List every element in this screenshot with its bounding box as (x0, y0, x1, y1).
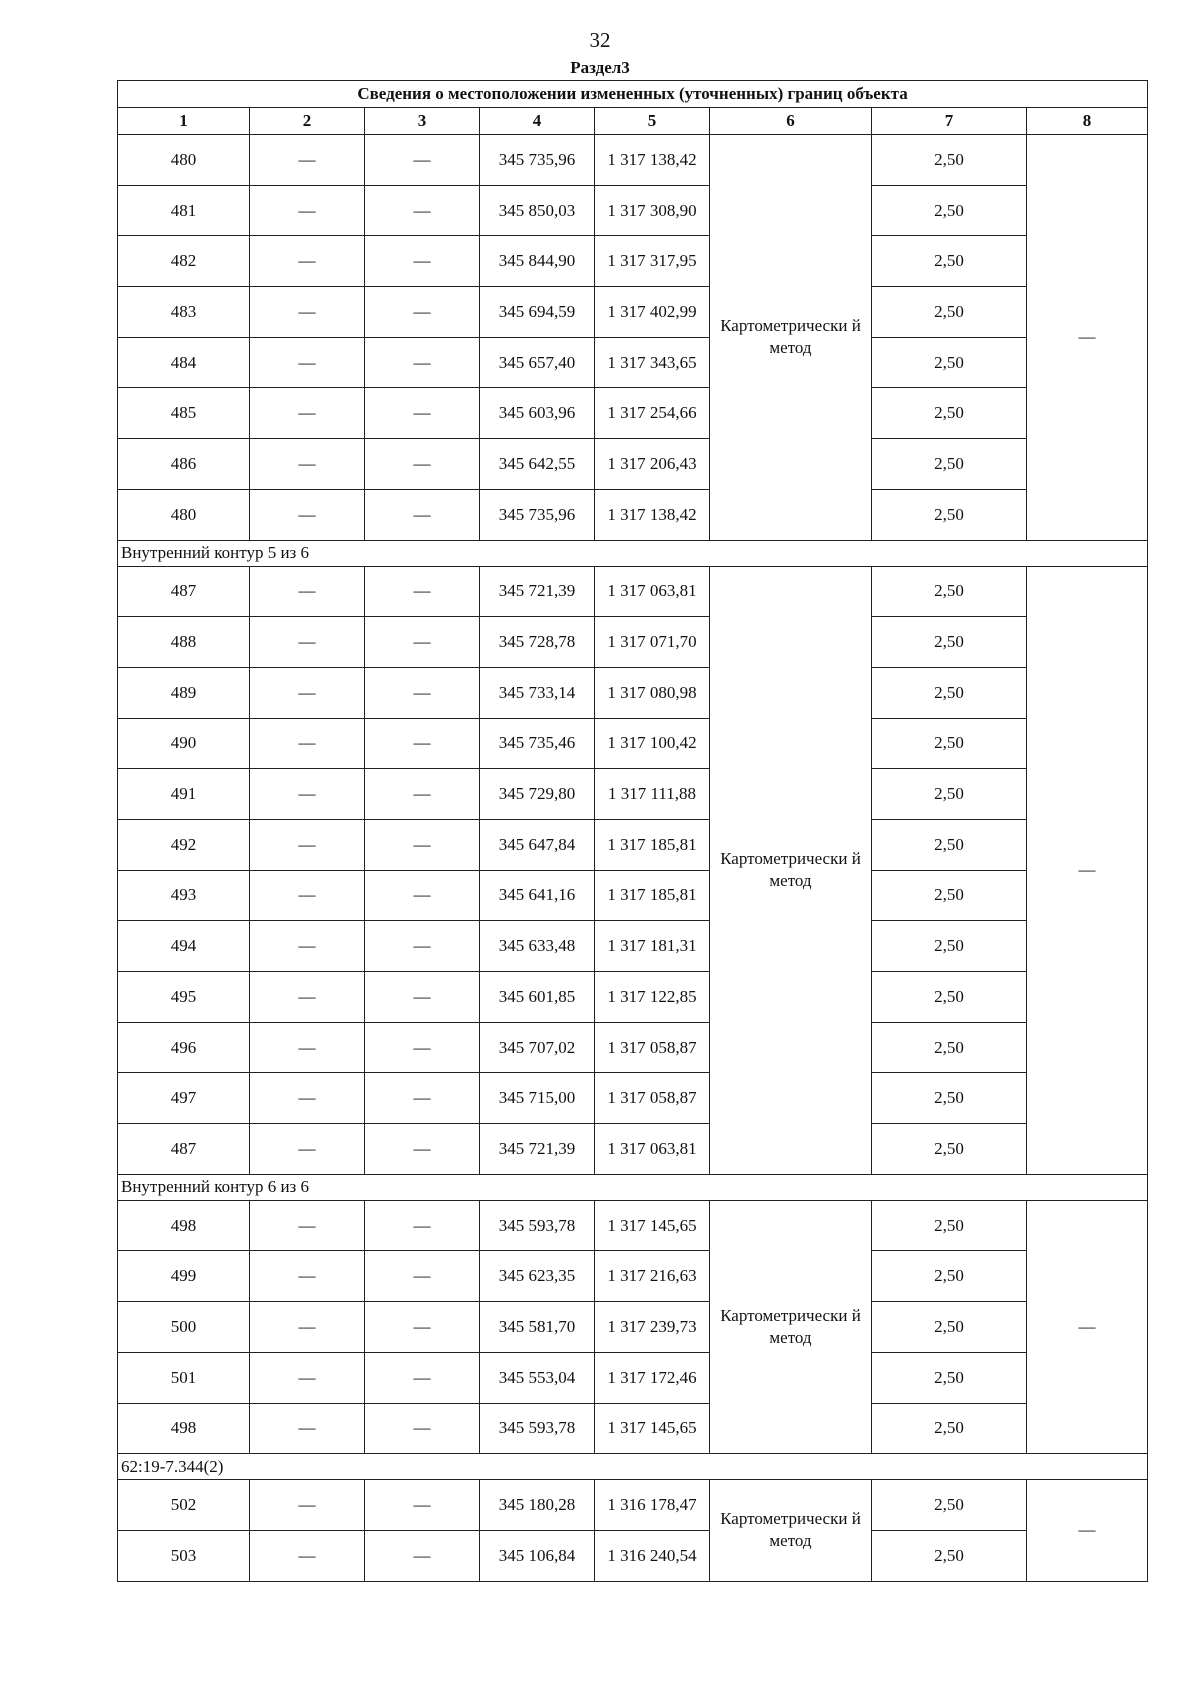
coordinate-x-cell: 345 647,84 (480, 819, 595, 870)
boundary-table (117, 80, 1148, 1582)
point-number-cell: 486 (118, 439, 250, 490)
point-number-cell: 488 (118, 617, 250, 668)
coordinate-x-cell: 345 633,48 (480, 921, 595, 972)
accuracy-cell: 2,50 (872, 1302, 1027, 1353)
column-3-cell: — (365, 921, 480, 972)
point-number-cell: 484 (118, 337, 250, 388)
contour-heading: Внутренний контур 6 из 6 (118, 1174, 1148, 1200)
column-3-cell: — (365, 135, 480, 186)
column-3-cell: — (365, 972, 480, 1023)
coordinate-x-cell: 345 728,78 (480, 617, 595, 668)
table-row (118, 1403, 1148, 1454)
accuracy-cell: 2,50 (872, 667, 1027, 718)
column-2-cell: — (250, 819, 365, 870)
column-2-cell: — (250, 870, 365, 921)
column-3-cell: — (365, 337, 480, 388)
coordinate-x-cell: 345 657,40 (480, 337, 595, 388)
column-2-cell: — (250, 1251, 365, 1302)
page-number: 32 (589, 28, 611, 52)
contour-heading: 62:19-7.344(2) (118, 1454, 1148, 1480)
point-number-cell: 500 (118, 1302, 250, 1353)
accuracy-cell: 2,50 (872, 1073, 1027, 1124)
coordinate-x-cell: 345 694,59 (480, 287, 595, 338)
coordinate-y-cell: 1 317 138,42 (595, 135, 710, 186)
column-3-cell: — (365, 236, 480, 287)
column-3-cell: — (365, 489, 480, 540)
table-row (118, 1530, 1148, 1581)
coordinate-x-cell: 345 603,96 (480, 388, 595, 439)
coordinate-y-cell: 1 317 080,98 (595, 667, 710, 718)
coordinate-x-cell: 345 641,16 (480, 870, 595, 921)
coordinate-x-cell: 345 735,96 (480, 135, 595, 186)
accuracy-cell: 2,50 (872, 1352, 1027, 1403)
column-8-cell: — (1027, 1480, 1148, 1581)
column-2-cell: — (250, 489, 365, 540)
table-row (118, 617, 1148, 668)
table-row (118, 566, 1148, 617)
coordinate-x-cell: 345 707,02 (480, 1022, 595, 1073)
table-row (118, 236, 1148, 287)
coordinate-y-cell: 1 317 145,65 (595, 1403, 710, 1454)
coordinate-y-cell: 1 316 178,47 (595, 1480, 710, 1531)
table-row (118, 1352, 1148, 1403)
column-2-cell: — (250, 769, 365, 820)
accuracy-cell: 2,50 (872, 617, 1027, 668)
coordinate-y-cell: 1 317 122,85 (595, 972, 710, 1023)
coordinate-x-cell: 345 844,90 (480, 236, 595, 287)
coordinate-y-cell: 1 317 181,31 (595, 921, 710, 972)
coordinate-x-cell: 345 623,35 (480, 1251, 595, 1302)
accuracy-cell: 2,50 (872, 489, 1027, 540)
point-number-cell: 480 (118, 135, 250, 186)
point-number-cell: 491 (118, 769, 250, 820)
method-cell: Картометрически й метод (710, 566, 872, 1174)
column-2-cell: — (250, 287, 365, 338)
table-row (118, 769, 1148, 820)
point-number-cell: 493 (118, 870, 250, 921)
column-2-cell: — (250, 1022, 365, 1073)
table-row (118, 287, 1148, 338)
coordinate-y-cell: 1 317 317,95 (595, 236, 710, 287)
coordinate-x-cell: 345 733,14 (480, 667, 595, 718)
column-number-row (118, 108, 1148, 135)
coordinate-x-cell: 345 106,84 (480, 1530, 595, 1581)
coordinate-x-cell: 345 735,96 (480, 489, 595, 540)
column-3-cell: — (365, 439, 480, 490)
table-row (118, 1251, 1148, 1302)
point-number-cell: 483 (118, 287, 250, 338)
column-number-8: 8 (1027, 108, 1148, 135)
column-2-cell: — (250, 667, 365, 718)
column-2-cell: — (250, 1073, 365, 1124)
contour-heading-row (118, 540, 1148, 566)
column-3-cell: — (365, 566, 480, 617)
coordinate-x-cell: 345 180,28 (480, 1480, 595, 1531)
coordinate-y-cell: 1 317 100,42 (595, 718, 710, 769)
column-2-cell: — (250, 185, 365, 236)
column-3-cell: — (365, 769, 480, 820)
column-2-cell: — (250, 135, 365, 186)
accuracy-cell: 2,50 (872, 870, 1027, 921)
column-3-cell: — (365, 617, 480, 668)
column-2-cell: — (250, 1200, 365, 1251)
coordinate-y-cell: 1 317 239,73 (595, 1302, 710, 1353)
coordinate-y-cell: 1 317 145,65 (595, 1200, 710, 1251)
accuracy-cell: 2,50 (872, 287, 1027, 338)
column-2-cell: — (250, 236, 365, 287)
column-2-cell: — (250, 439, 365, 490)
coordinate-x-cell: 345 850,03 (480, 185, 595, 236)
column-8-cell: — (1027, 566, 1148, 1174)
point-number-cell: 496 (118, 1022, 250, 1073)
coordinate-x-cell: 345 593,78 (480, 1403, 595, 1454)
column-number-2: 2 (250, 108, 365, 135)
column-2-cell: — (250, 337, 365, 388)
coordinate-x-cell: 345 601,85 (480, 972, 595, 1023)
accuracy-cell: 2,50 (872, 972, 1027, 1023)
column-3-cell: — (365, 1251, 480, 1302)
column-number-4: 4 (480, 108, 595, 135)
column-2-cell: — (250, 617, 365, 668)
coordinate-y-cell: 1 317 185,81 (595, 819, 710, 870)
column-2-cell: — (250, 972, 365, 1023)
table-row (118, 489, 1148, 540)
column-3-cell: — (365, 388, 480, 439)
accuracy-cell: 2,50 (872, 819, 1027, 870)
point-number-cell: 498 (118, 1403, 250, 1454)
table-row (118, 718, 1148, 769)
column-3-cell: — (365, 819, 480, 870)
coordinate-x-cell: 345 581,70 (480, 1302, 595, 1353)
point-number-cell: 498 (118, 1200, 250, 1251)
point-number-cell: 480 (118, 489, 250, 540)
table-row (118, 1124, 1148, 1175)
coordinate-y-cell: 1 317 063,81 (595, 566, 710, 617)
coordinate-y-cell: 1 317 071,70 (595, 617, 710, 668)
point-number-cell: 492 (118, 819, 250, 870)
column-3-cell: — (365, 667, 480, 718)
coordinate-y-cell: 1 317 206,43 (595, 439, 710, 490)
column-3-cell: — (365, 1124, 480, 1175)
coordinate-y-cell: 1 316 240,54 (595, 1530, 710, 1581)
coordinate-y-cell: 1 317 185,81 (595, 870, 710, 921)
table-row (118, 667, 1148, 718)
column-8-cell: — (1027, 1200, 1148, 1453)
column-2-cell: — (250, 1352, 365, 1403)
column-3-cell: — (365, 287, 480, 338)
column-number-6: 6 (710, 108, 872, 135)
table-row (118, 439, 1148, 490)
point-number-cell: 494 (118, 921, 250, 972)
table-row (118, 388, 1148, 439)
table-caption: Сведения о местоположении измененных (уточненных) границ объекта (118, 81, 1148, 108)
column-3-cell: — (365, 1073, 480, 1124)
coordinate-x-cell: 345 553,04 (480, 1352, 595, 1403)
table-row (118, 1022, 1148, 1073)
column-number-7: 7 (872, 108, 1027, 135)
column-2-cell: — (250, 1124, 365, 1175)
accuracy-cell: 2,50 (872, 1200, 1027, 1251)
column-3-cell: — (365, 185, 480, 236)
coordinate-y-cell: 1 317 111,88 (595, 769, 710, 820)
point-number-cell: 481 (118, 185, 250, 236)
point-number-cell: 501 (118, 1352, 250, 1403)
section-label: Раздел3 (570, 58, 630, 77)
coordinate-y-cell: 1 317 063,81 (595, 1124, 710, 1175)
coordinate-y-cell: 1 317 058,87 (595, 1022, 710, 1073)
column-2-cell: — (250, 1302, 365, 1353)
accuracy-cell: 2,50 (872, 1251, 1027, 1302)
accuracy-cell: 2,50 (872, 388, 1027, 439)
point-number-cell: 497 (118, 1073, 250, 1124)
contour-heading: Внутренний контур 5 из 6 (118, 540, 1148, 566)
table-body (118, 135, 1148, 1582)
column-3-cell: — (365, 870, 480, 921)
column-3-cell: — (365, 1302, 480, 1353)
table-row (118, 1302, 1148, 1353)
accuracy-cell: 2,50 (872, 1403, 1027, 1454)
point-number-cell: 499 (118, 1251, 250, 1302)
coordinate-y-cell: 1 317 216,63 (595, 1251, 710, 1302)
accuracy-cell: 2,50 (872, 1530, 1027, 1581)
table-row (118, 337, 1148, 388)
table-row (118, 1073, 1148, 1124)
accuracy-cell: 2,50 (872, 439, 1027, 490)
column-3-cell: — (365, 1200, 480, 1251)
column-3-cell: — (365, 1530, 480, 1581)
coordinate-y-cell: 1 317 308,90 (595, 185, 710, 236)
table-row (118, 1480, 1148, 1531)
table-row (118, 870, 1148, 921)
column-8-cell: — (1027, 135, 1148, 541)
column-2-cell: — (250, 388, 365, 439)
point-number-cell: 487 (118, 1124, 250, 1175)
contour-heading-row (118, 1454, 1148, 1480)
table-row (118, 135, 1148, 186)
accuracy-cell: 2,50 (872, 236, 1027, 287)
method-cell: Картометрически й метод (710, 1480, 872, 1581)
coordinate-x-cell: 345 642,55 (480, 439, 595, 490)
point-number-cell: 487 (118, 566, 250, 617)
method-cell: Картометрически й метод (710, 1200, 872, 1453)
column-3-cell: — (365, 1403, 480, 1454)
table-row (118, 972, 1148, 1023)
column-2-cell: — (250, 1480, 365, 1531)
coordinate-x-cell: 345 721,39 (480, 1124, 595, 1175)
accuracy-cell: 2,50 (872, 135, 1027, 186)
column-2-cell: — (250, 921, 365, 972)
accuracy-cell: 2,50 (872, 921, 1027, 972)
accuracy-cell: 2,50 (872, 1022, 1027, 1073)
table-row (118, 1200, 1148, 1251)
column-2-cell: — (250, 718, 365, 769)
accuracy-cell: 2,50 (872, 566, 1027, 617)
column-2-cell: — (250, 566, 365, 617)
accuracy-cell: 2,50 (872, 337, 1027, 388)
accuracy-cell: 2,50 (872, 718, 1027, 769)
column-3-cell: — (365, 718, 480, 769)
coordinate-x-cell: 345 715,00 (480, 1073, 595, 1124)
column-3-cell: — (365, 1022, 480, 1073)
column-2-cell: — (250, 1403, 365, 1454)
table-row (118, 185, 1148, 236)
point-number-cell: 503 (118, 1530, 250, 1581)
coordinate-y-cell: 1 317 058,87 (595, 1073, 710, 1124)
column-number-3: 3 (365, 108, 480, 135)
coordinate-x-cell: 345 729,80 (480, 769, 595, 820)
coordinate-x-cell: 345 735,46 (480, 718, 595, 769)
accuracy-cell: 2,50 (872, 1124, 1027, 1175)
coordinate-y-cell: 1 317 138,42 (595, 489, 710, 540)
coordinate-y-cell: 1 317 402,99 (595, 287, 710, 338)
coordinate-y-cell: 1 317 254,66 (595, 388, 710, 439)
column-number-1: 1 (118, 108, 250, 135)
coordinate-y-cell: 1 317 172,46 (595, 1352, 710, 1403)
table-row (118, 921, 1148, 972)
method-cell: Картометрически й метод (710, 135, 872, 541)
point-number-cell: 490 (118, 718, 250, 769)
table-row (118, 819, 1148, 870)
contour-heading-row (118, 1174, 1148, 1200)
point-number-cell: 495 (118, 972, 250, 1023)
point-number-cell: 482 (118, 236, 250, 287)
column-2-cell: — (250, 1530, 365, 1581)
accuracy-cell: 2,50 (872, 185, 1027, 236)
column-number-5: 5 (595, 108, 710, 135)
column-3-cell: — (365, 1480, 480, 1531)
coordinate-x-cell: 345 593,78 (480, 1200, 595, 1251)
coordinate-x-cell: 345 721,39 (480, 566, 595, 617)
coordinate-y-cell: 1 317 343,65 (595, 337, 710, 388)
point-number-cell: 485 (118, 388, 250, 439)
column-3-cell: — (365, 1352, 480, 1403)
point-number-cell: 502 (118, 1480, 250, 1531)
point-number-cell: 489 (118, 667, 250, 718)
accuracy-cell: 2,50 (872, 1480, 1027, 1531)
accuracy-cell: 2,50 (872, 769, 1027, 820)
